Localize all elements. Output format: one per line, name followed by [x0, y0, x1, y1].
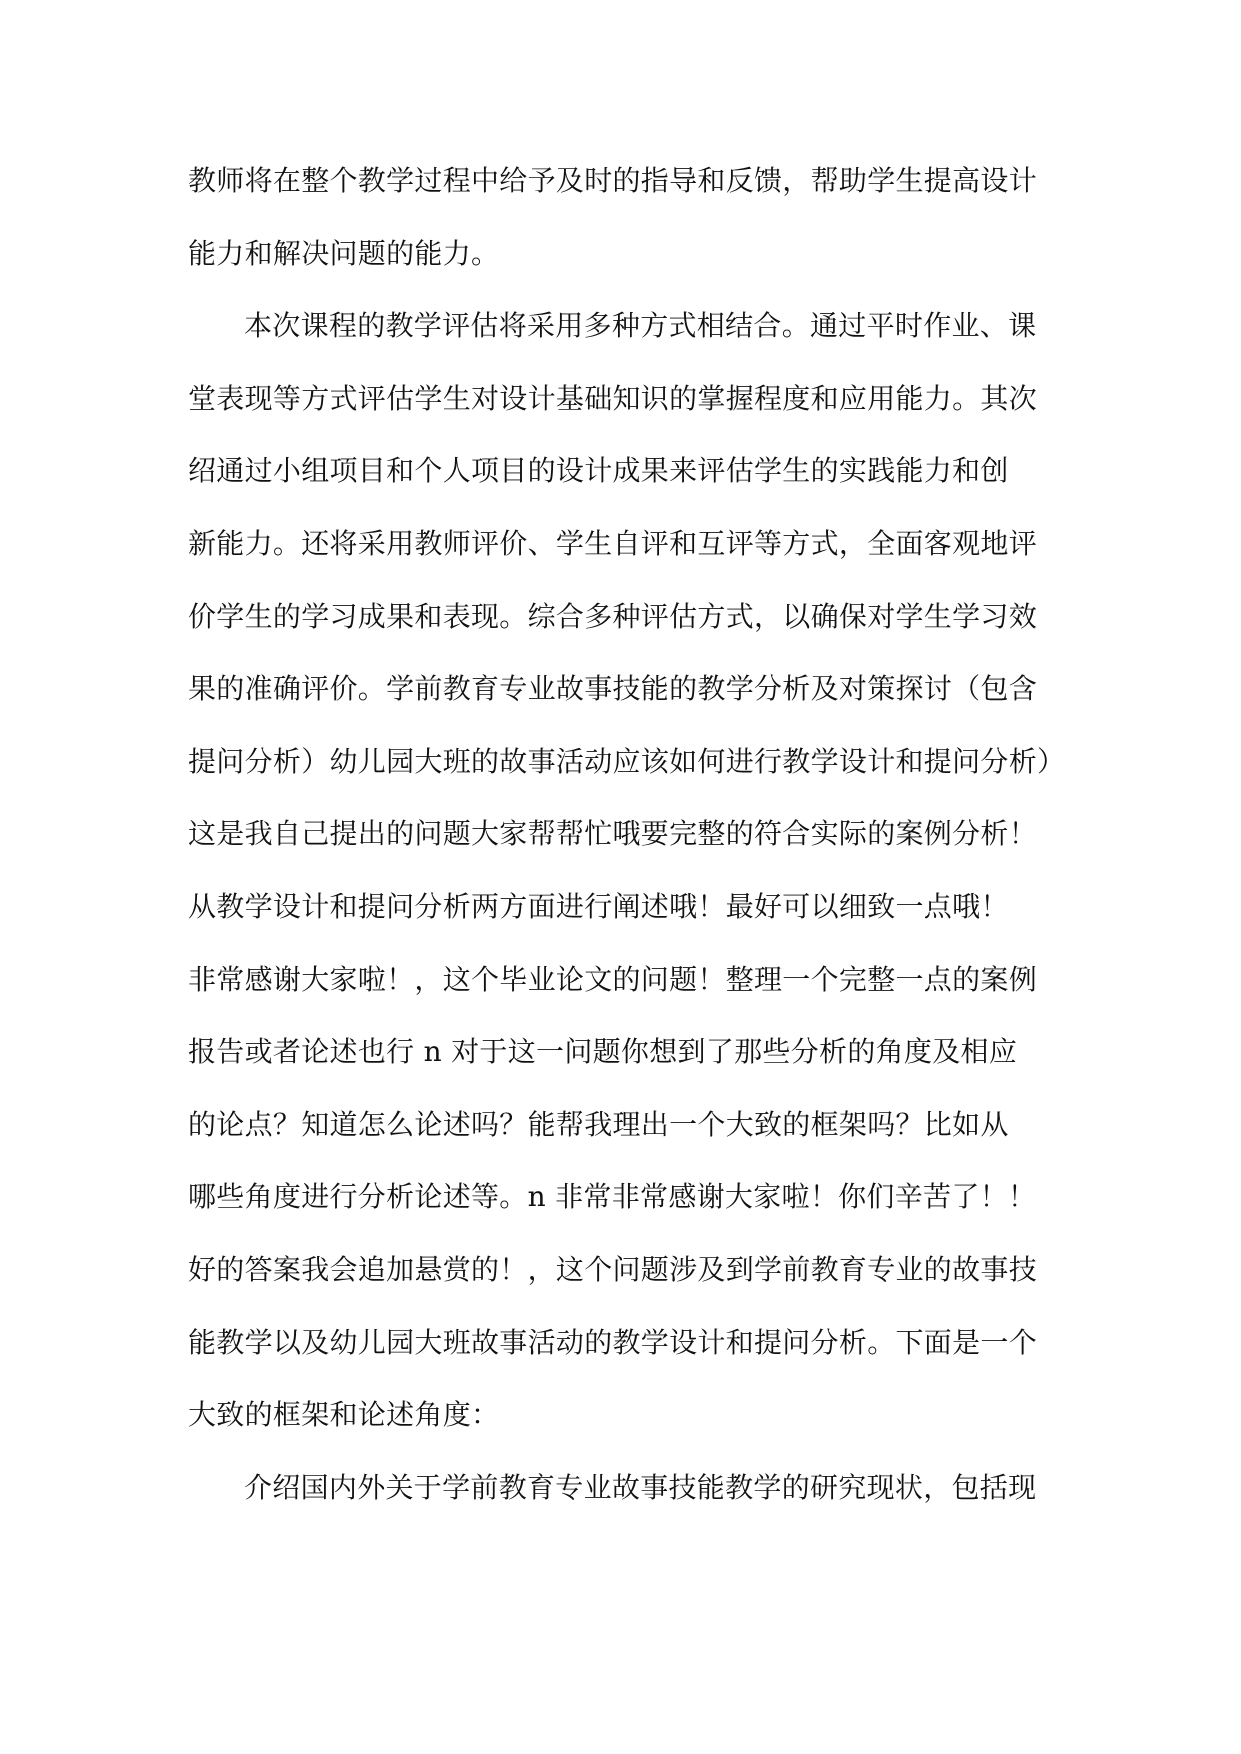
text-line: 价学生的学习成果和表现。综合多种评估方式，以确保对学生学习效 [188, 599, 1038, 633]
text-line: 从教学设计和提问分析两方面进行阐述哦！最好可以细致一点哦！ [188, 889, 1009, 923]
text-line: 教师将在整个教学过程中给予及时的指导和反馈，帮助学生提高设计 [188, 164, 1038, 197]
text-line: 绍通过小组项目和个人项目的设计成果来评估学生的实践能力和创 [188, 454, 1009, 488]
text-line: 本次课程的教学评估将采用多种方式相结合。通过平时作业、课 [244, 309, 1037, 343]
text-line: 好的答案我会追加悬赏的！，这个问题涉及到学前教育专业的故事技 [188, 1252, 1038, 1286]
text-line: 哪些角度进行分析论述等。n 非常非常感谢大家啦！你们辛苦了！！ [188, 1180, 1037, 1214]
text-line: 的论点？知道怎么论述吗？能帮我理出一个大致的框架吗？比如从 [188, 1107, 1009, 1141]
text-line: 非常感谢大家啦！，这个毕业论文的问题！整理一个完整一点的案例 [188, 962, 1038, 996]
text-line: 大致的框架和论述角度： [188, 1398, 500, 1432]
text-line: 堂表现等方式评估学生对设计基础知识的掌握程度和应用能力。其次 [188, 381, 1038, 415]
text-line: 果的准确评价。学前教育专业故事技能的教学分析及对策探讨（包含 [188, 672, 1038, 706]
text-line: 能力和解决问题的能力。 [188, 236, 500, 270]
text-line: 提问分析）幼儿园大班的故事活动应该如何进行教学设计和提问分析） [188, 744, 1066, 778]
document-text-body [188, 145, 1068, 1524]
text-line: 这是我自己提出的问题大家帮帮忙哦要完整的符合实际的案例分析！ [188, 817, 1038, 851]
text-line: 新能力。还将采用教师评价、学生自评和互评等方式，全面客观地评 [188, 526, 1038, 560]
text-line: 介绍国内外关于学前教育专业故事技能教学的研究现状，包括现 [244, 1470, 1037, 1504]
text-line: 能教学以及幼儿园大班故事活动的教学设计和提问分析。下面是一个 [188, 1325, 1038, 1359]
text-line: 报告或者论述也行 n 对于这一问题你想到了那些分析的角度及相应 [188, 1035, 1018, 1069]
